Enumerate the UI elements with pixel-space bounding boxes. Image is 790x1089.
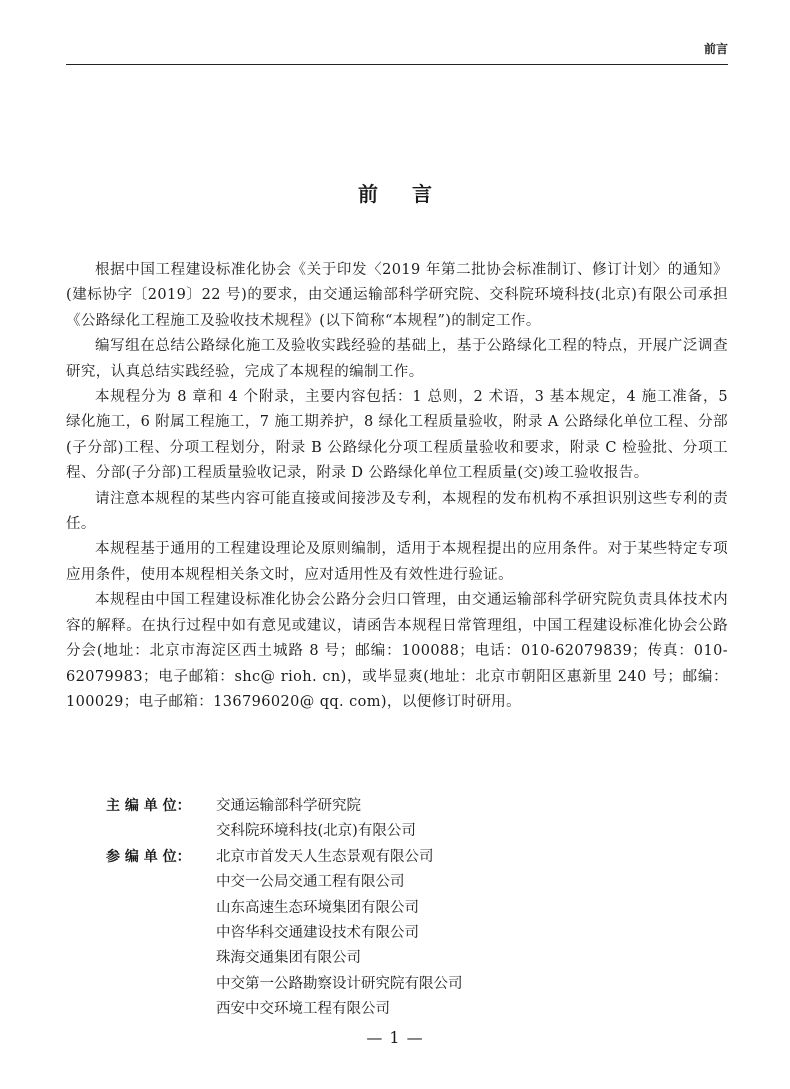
- participating-unit-name: 中咨华科交通建设技术有限公司: [216, 925, 419, 942]
- participating-unit-name: 珠海交通集团有限公司: [216, 950, 361, 967]
- participating-units-group: [106, 845, 726, 1023]
- paragraph-contents: 本规程分为 8 章和 4 个附录，主要内容包括：1 总则，2 术语，3 基本规定，4 施工准备，5 绿化施工，6 附属工程施工，7 施工期养护，8 绿化工程质量验收，附录 A 公路绿化单位工程、分部(子分部)工程、分项工程划分，附录 B 公路绿化分项工程质量验收和要求，附录 C 检验批、分项工程、分部(子分部)工程质量验收记录，附录 D 公路绿化单位工程质量(交)竣工验收报告。: [66, 389, 728, 482]
- compiling-units: [106, 794, 726, 1023]
- paragraph-compilation: 编写组在总结公路绿化施工及验收实践经验的基础上，基于公路绿化工程的特点，开展广泛调查研究，认真总结实践经验，完成了本规程的编制工作。: [66, 338, 728, 380]
- participating-unit-name: 西安中交环境工程有限公司: [216, 1001, 390, 1018]
- chief-unit-name: 交科院环境科技(北京)有限公司: [216, 823, 416, 840]
- paragraph-patent-notice: 请注意本规程的某些内容可能直接或间接涉及专利，本规程的发布机构不承担识别这些专利的责任。: [66, 490, 728, 533]
- body-text: [66, 258, 728, 715]
- participating-unit-name: 中交一公局交通工程有限公司: [216, 874, 405, 891]
- participating-unit-name: 北京市首发天人生态景观有限公司: [216, 848, 434, 865]
- chief-units-group: [106, 794, 726, 845]
- paragraph-applicability: 本规程基于通用的工程建设理论及原则编制，适用于本规程提出的应用条件。对于某些特定专项应用条件，使用本规程相关条文时，应对适用性及有效性进行验证。: [66, 541, 728, 583]
- chief-units-label: 主 编 单 位：: [106, 798, 191, 814]
- page-number: — 1 —: [366, 1028, 424, 1047]
- participating-units-label: 参 编 单 位：: [106, 848, 191, 865]
- header-rule: [66, 64, 728, 65]
- chief-units-list: [216, 794, 726, 845]
- participating-units-list: [216, 845, 726, 1023]
- participating-unit-name: 山东高速生态环境集团有限公司: [216, 899, 419, 916]
- paragraph-background: 根据中国工程建设标准化协会《关于印发〈2019 年第二批协会标准制订、修订计划〉的通知》(建标协字〔2019〕22 号)的要求，由交通运输部科学研究院、交科院环境科技(北京)有限公司承担《公路绿化工程施工及验收技术规程》(以下简称“本规程”)的制定工作。: [66, 262, 728, 329]
- running-header: 前言: [703, 42, 728, 56]
- participating-unit-name: 中交第一公路勘察设计研究院有限公司: [216, 975, 463, 992]
- paragraph-management-contact: 本规程由中国工程建设标准化协会公路分会归口管理，由交通运输部科学研究院负责具体技术内容的解释。在执行过程中如有意见或建议，请函告本规程日常管理组，中国工程建设标准化协会公路分会(地址：北京市海淀区西土城路 8 号；邮编：100088；电话：010-62079839；传真：010-62079983；电子邮箱：shc@ rioh. cn)，或毕显爽(地址：北京市朝阳区惠新里 240 号；邮编：100029；电子邮箱：136796020@ qq. com)，以便修订时研用。: [66, 592, 728, 710]
- chief-unit-name: 交通运输部科学研究院: [216, 798, 361, 814]
- page-title: 前言: [358, 182, 466, 206]
